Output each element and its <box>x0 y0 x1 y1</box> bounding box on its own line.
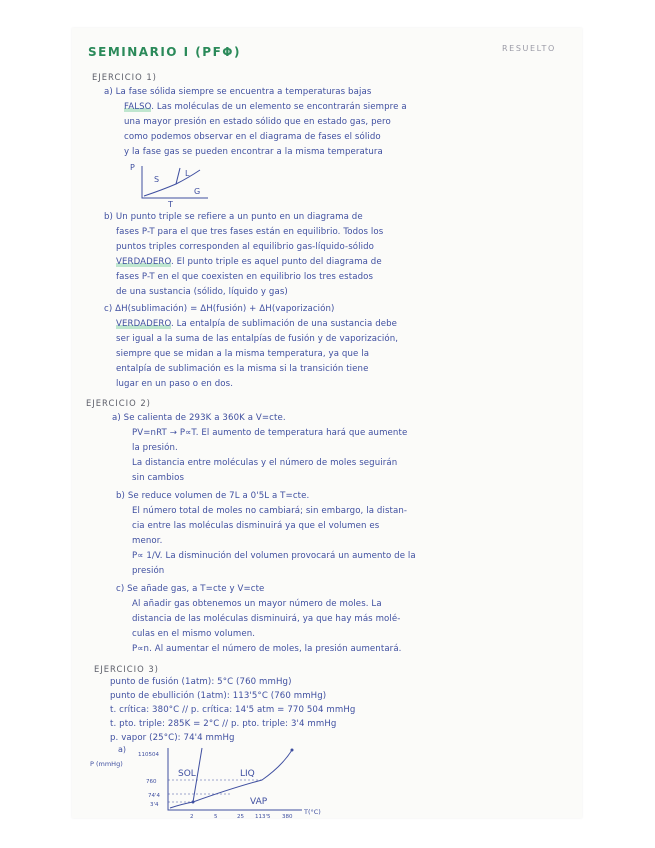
ex1-c-line: c) ΔH(sublimación) = ΔH(fusión) + ΔH(vaporización) <box>104 304 335 314</box>
ex1-c-line-rest: . La entalpía de sublimación de una sustancia debe <box>170 319 398 329</box>
ex1-c-line: entalpía de sublimación es la misma si la transición tiene <box>116 364 369 374</box>
diagram-axes <box>168 748 302 810</box>
y-tick: 3'4 <box>150 802 159 808</box>
ex2-line: b) Se reduce volumen de 7L a 0'5L a T=cte. <box>116 491 310 501</box>
ex1-b-line: fases P-T en el que coexisten en equilibrio los tres estados <box>116 272 374 282</box>
exercise-1-heading: EJERCICIO 1) <box>92 72 157 82</box>
false-keyword: FALSO <box>124 102 152 112</box>
ex2-line: La distancia entre moléculas y el número de moles seguirán <box>132 458 398 468</box>
sketch-p-label: P <box>130 163 135 172</box>
ex2-line: Al añadir gas obtenemos un mayor número de moles. La <box>132 599 382 609</box>
y-tick: 110504 <box>138 752 159 758</box>
ex1-b-line: de una sustancia (sólido, líquido y gas) <box>116 287 288 297</box>
ex1-a-line: a) La fase sólida siempre se encuentra a temperaturas bajas <box>104 87 372 97</box>
triple-point <box>192 801 195 804</box>
x-tick: 2 <box>190 814 194 818</box>
ex2-line: menor. <box>132 536 163 546</box>
ex2-line: sin cambios <box>132 473 185 483</box>
ex2-line: P∝n. Al aumentar el número de moles, la presión aumentará. <box>132 644 402 654</box>
sketch-t-label: T <box>168 200 173 208</box>
ex1-b-line <box>116 255 382 270</box>
ex1-c-line: ser igual a la suma de las entalpías de fusión y de vaporización, <box>116 334 399 344</box>
ex1-b-line: fases P-T para el que tres fases están en equilibrio. Todos los <box>116 227 384 237</box>
ex2-line: c) Se añade gas, a T=cte y V=cte <box>116 584 265 594</box>
ex2-line: P∝ 1/V. La disminución del volumen provocará un aumento de la <box>132 551 416 561</box>
x-axis-label: T(°C) <box>304 808 321 816</box>
x-ticks <box>190 814 293 818</box>
ex2-line: la presión. <box>132 443 178 453</box>
phase-diagram <box>82 740 332 818</box>
resolved-stamp: RESUELTO <box>502 44 556 53</box>
ex2-line: cia entre las moléculas disminuirá ya que el volumen es <box>132 521 380 531</box>
graph-label: a) <box>118 745 127 754</box>
exercise-2-heading: EJERCICIO 2) <box>86 398 151 408</box>
sublimation-curve <box>170 802 193 808</box>
exercise-3-heading: EJERCICIO 3) <box>94 664 159 674</box>
ex2-line: PV=nRT → P∝T. El aumento de temperatura hará que aumente <box>132 428 408 438</box>
true-keyword: VERDADERO <box>116 257 171 267</box>
critical-point <box>291 749 294 752</box>
ex2-line: El número total de moles no cambiará; sin embargo, la distan- <box>132 506 408 516</box>
ex1-c-line: lugar en un paso o en dos. <box>116 379 234 389</box>
ex1-c-line: siempre que se midan a la misma temperatura, ya que la <box>116 349 370 359</box>
ex3-line: punto de fusión (1atm): 5°C (760 mmHg) <box>110 677 292 687</box>
x-tick: 113'5 <box>255 814 271 818</box>
ex3-line: t. crítica: 380°C // p. crítica: 14'5 atm = 770 504 mmHg <box>110 705 356 715</box>
region-liquid: LIQ <box>240 769 255 779</box>
phase-sketch <box>128 160 218 208</box>
ex2-line: a) Se calienta de 293K a 360K a V=cte. <box>112 413 286 423</box>
true-keyword: VERDADERO <box>116 319 171 329</box>
sketch-fusion-line <box>176 168 180 184</box>
x-tick: 5 <box>214 814 218 818</box>
sketch-l-label: L <box>185 169 190 178</box>
page-title: SEMINARIO I (PFΦ) <box>88 45 241 59</box>
y-tick: 74'4 <box>148 793 161 799</box>
notebook-page <box>72 28 582 818</box>
x-tick: 380 <box>282 814 293 818</box>
x-tick: 25 <box>237 814 244 818</box>
ex1-b-line: puntos triples corresponden al equilibrio gas-líquido-sólido <box>116 242 375 252</box>
ex2-line: presión <box>132 566 165 576</box>
ex3-line: punto de ebullición (1atm): 113'5°C (760 mmHg) <box>110 691 327 701</box>
guide-lines <box>168 780 262 802</box>
ex1-a-line: como podemos observar en el diagrama de fases el sólido <box>124 132 381 142</box>
ex1-a-line-rest: . Las moléculas de un elemento se encontrarán siempre a <box>151 102 407 112</box>
ex1-c-line <box>116 317 397 332</box>
y-axis-label: P (mmHg) <box>90 760 123 768</box>
y-tick: 760 <box>146 779 157 785</box>
sketch-curve <box>144 170 200 196</box>
y-ticks <box>138 752 161 808</box>
ex1-b-line-rest: . El punto triple es aquel punto del diagrama de <box>170 257 382 267</box>
ex1-a-line: una mayor presión en estado sólido que en estado gas, pero <box>124 117 391 127</box>
sketch-s-label: S <box>154 175 160 184</box>
ex1-b-line: b) Un punto triple se refiere a un punto en un diagrama de <box>104 212 363 222</box>
ex1-a-line <box>124 100 407 115</box>
sketch-g-label: G <box>194 187 201 196</box>
ex3-line: t. pto. triple: 285K = 2°C // p. pto. triple: 3'4 mmHg <box>110 719 337 729</box>
ex2-line: distancia de las moléculas disminuirá, ya que hay más molé- <box>132 614 401 624</box>
ex2-line: culas en el mismo volumen. <box>132 629 256 639</box>
region-vapor: VAP <box>250 797 268 807</box>
ex1-a-line: y la fase gas se pueden encontrar a la misma temperatura <box>124 147 383 157</box>
region-solid: SOL <box>178 769 196 779</box>
ex3-line: p. vapor (25°C): 74'4 mmHg <box>110 733 235 743</box>
